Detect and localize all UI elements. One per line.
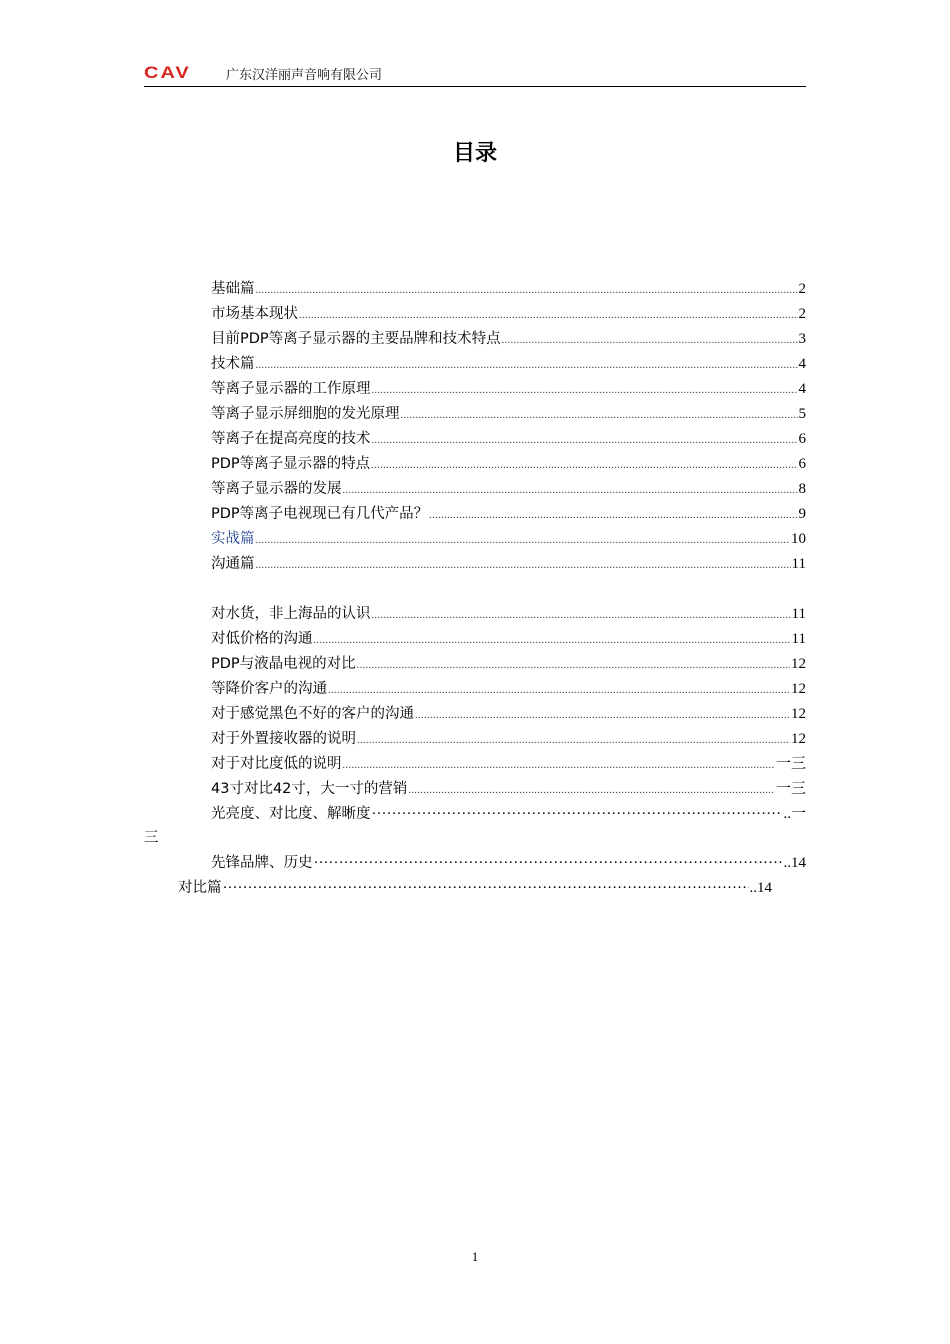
toc-leader	[343, 759, 775, 773]
toc-page: 一三	[775, 781, 806, 797]
toc-label: PDP等离子电视现已有几代产品？	[211, 506, 429, 522]
page-number: 1	[471, 1249, 479, 1264]
toc-leader	[429, 509, 797, 523]
toc-label: PDP与液晶电视的对比	[211, 656, 356, 672]
toc-page: ..14	[749, 880, 772, 896]
page-title: 目录	[452, 141, 497, 166]
toc-label: 先锋品牌、历史	[211, 855, 313, 871]
toc-entry[interactable]	[211, 724, 806, 748]
toc-leader	[371, 459, 797, 473]
toc-leader	[357, 659, 790, 673]
toc-label: 等离子显示器的工作原理	[211, 381, 371, 397]
toc-page: 11	[791, 631, 806, 647]
toc-entry[interactable]	[211, 674, 806, 698]
toc-leader	[256, 559, 791, 573]
toc-entry[interactable]	[211, 774, 806, 798]
toc-leader	[372, 609, 791, 623]
toc-label: 等离子显示器的发展	[211, 481, 342, 497]
toc-entry[interactable]	[211, 599, 806, 623]
toc-label: 技术篇	[211, 356, 255, 372]
toc-label: 对低价格的沟通	[211, 631, 313, 647]
toc-entry[interactable]	[211, 549, 806, 573]
toc-entry[interactable]	[211, 374, 806, 398]
toc-label: 对水货，非上海品的认识	[211, 606, 371, 622]
toc-entry[interactable]	[211, 699, 806, 723]
toc-page: 4	[798, 381, 806, 397]
toc-leader	[415, 709, 790, 723]
toc-label: 等离子在提高亮度的技术	[211, 431, 371, 447]
toc-label: 对比篇	[178, 880, 222, 896]
toc-leader	[401, 409, 798, 423]
toc-wrap-tail: 三	[144, 830, 159, 846]
toc-leader	[343, 484, 798, 498]
toc-page: 2	[798, 306, 806, 322]
toc-page: ..一	[783, 806, 806, 822]
toc-entry[interactable]	[211, 799, 806, 823]
toc-page: 6	[798, 456, 806, 472]
toc-label: 对于感觉黑色不好的客户的沟通	[211, 706, 414, 722]
toc-page: 12	[791, 656, 806, 672]
toc-page: 8	[798, 481, 806, 497]
toc-label: 等离子显示屏细胞的发光原理	[211, 406, 400, 422]
toc-label: PDP等离子显示器的特点	[211, 456, 371, 472]
cav-logo: CAV	[144, 64, 191, 83]
toc-leader	[256, 284, 798, 298]
toc-page: 12	[791, 706, 806, 722]
toc-leader	[328, 684, 790, 698]
toc-entry[interactable]	[211, 848, 806, 872]
toc-leader	[372, 384, 798, 398]
toc-leader	[372, 434, 798, 448]
toc-label: 43寸对比42寸，大一寸的营销	[211, 781, 408, 797]
toc-leader	[502, 334, 798, 348]
toc-page: 10	[791, 531, 806, 547]
toc-page: 12	[791, 681, 806, 697]
toc-leader	[223, 879, 749, 897]
toc-page: 2	[798, 281, 806, 297]
toc-leader	[314, 634, 791, 648]
toc-entry[interactable]	[211, 274, 806, 298]
toc-entry[interactable]	[211, 399, 806, 423]
toc-page: 9	[798, 506, 806, 522]
toc-label: 对于对比度低的说明	[211, 756, 342, 772]
toc-page: 5	[798, 406, 806, 422]
toc-leader	[256, 359, 798, 373]
toc-entry[interactable]	[211, 524, 806, 548]
toc-label: 市场基本现状	[211, 306, 298, 322]
toc-leader	[408, 784, 775, 798]
toc-page: 4	[798, 356, 806, 372]
toc-page: ..14	[783, 855, 806, 871]
toc-entry[interactable]	[211, 324, 806, 348]
toc-label: 实战篇	[211, 531, 255, 547]
toc-leader	[256, 534, 791, 548]
toc-label: 目前PDP等离子显示器的主要品牌和技术特点	[211, 331, 501, 347]
toc-entry[interactable]	[211, 449, 806, 473]
toc-label: 对于外置接收器的说明	[211, 731, 356, 747]
page-header	[144, 64, 806, 87]
toc-page: 11	[791, 606, 806, 622]
toc-leader	[372, 805, 783, 823]
toc-page: 12	[791, 731, 806, 747]
toc-leader	[299, 309, 798, 323]
toc-label: 等降价客户的沟通	[211, 681, 327, 697]
toc-page: 一三	[775, 756, 806, 772]
toc-entry[interactable]	[211, 499, 806, 523]
company-name: 广东汉洋丽声音响有限公司	[226, 68, 383, 83]
toc-page: 11	[791, 556, 806, 572]
toc-leader	[357, 734, 790, 748]
toc-entry[interactable]	[211, 424, 806, 448]
toc-leader	[314, 854, 783, 872]
toc-label: 光亮度、对比度、解晰度	[211, 806, 371, 822]
toc-entry[interactable]	[211, 299, 806, 323]
toc-page: 6	[798, 431, 806, 447]
toc-entry[interactable]	[211, 624, 806, 648]
toc-entry[interactable]	[211, 474, 806, 498]
toc-label: 基础篇	[211, 281, 255, 297]
toc-page: 3	[798, 331, 806, 347]
toc-entry[interactable]	[211, 649, 806, 673]
toc-entry[interactable]	[178, 873, 772, 897]
toc-entry[interactable]	[211, 749, 806, 773]
toc-entry[interactable]	[211, 349, 806, 373]
toc-label: 沟通篇	[211, 556, 255, 572]
